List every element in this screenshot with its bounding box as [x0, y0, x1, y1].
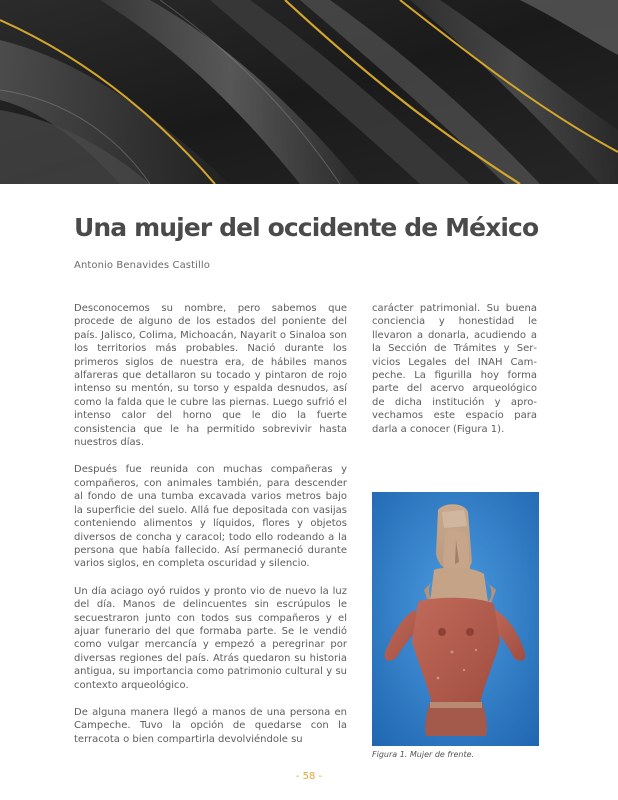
- abstract-marble-illustration: [0, 0, 618, 184]
- body-paragraph: Después fue reunida con muchas compañeras y compañeros, con animales también, para descender al fondo de una tumba excavada varios metros bajo la superficie del suelo. Allá fue depositada con vasijas conteniendo alimentos y líquidos, flores y objetos diversos de concha y caracol; todo ello rodeando a la persona que había fallecido. Así permaneció durante varios siglos, en completa oscuridad y silencio.: [74, 464, 347, 570]
- header-banner: [0, 0, 618, 184]
- figure-caption: Figura 1. Mujer de frente.: [372, 750, 475, 759]
- body-left-column: [74, 302, 347, 746]
- figurine-photo: [372, 492, 539, 746]
- body-paragraph: Un día aciago oyó ruidos y pronto vio de nuevo la luz del día. Manos de delincuentes sin escrúpulos le secuestraron junto con todos sus compañeros y el ajuar funerario del que formaba parte. Se le vendió como vulgar mercancía y empezó a peregrinar por diversas regiones del país. Atrás quedaron su historia antigua, su importancia como patrimonio cultural y su contexto arqueológico.: [74, 585, 347, 691]
- body-right-column: [372, 302, 537, 436]
- figure-photo: [372, 492, 539, 746]
- article-author: Antonio Benavides Castillo: [74, 260, 210, 271]
- body-paragraph: Desconocemos su nombre, pero sabemos que procede de alguno de los estados del poniente del país. Jalisco, Colima, Michoacán, Nayarit o Sinaloa son los territorios más probables. Nació durante los primeros siglos de nuestra era, de hábiles manos alfareras que detallaron su tocado y pintaron de rojo intenso su mentón, su torso y espalda desnudos, así como la falda que le cubre las piernas. Luego sufrió el intenso calor del horno que le dio la fuerte consistencia que le ha permitido sobrevivir hasta nuestros días.: [74, 303, 347, 449]
- article-title: Una mujer del occidente de México: [74, 213, 539, 242]
- body-paragraph: De alguna manera llegó a manos de una persona en Campeche. Tuvo la opción de quedarse con la terracota o bien compartirla devolviéndole su: [74, 706, 347, 745]
- body-paragraph: carácter patrimonial. Su buena conciencia y honestidad le llevaron a donarla, acudiendo a la Sección de Trámites y Servicios Legales del INAH Campeche. La figurilla hoy forma parte del acervo arqueológico de dicha institución y aprovechamos este espacio para darla a conocer (Figura 1).: [372, 303, 537, 435]
- page-number: - 58 -: [295, 771, 323, 782]
